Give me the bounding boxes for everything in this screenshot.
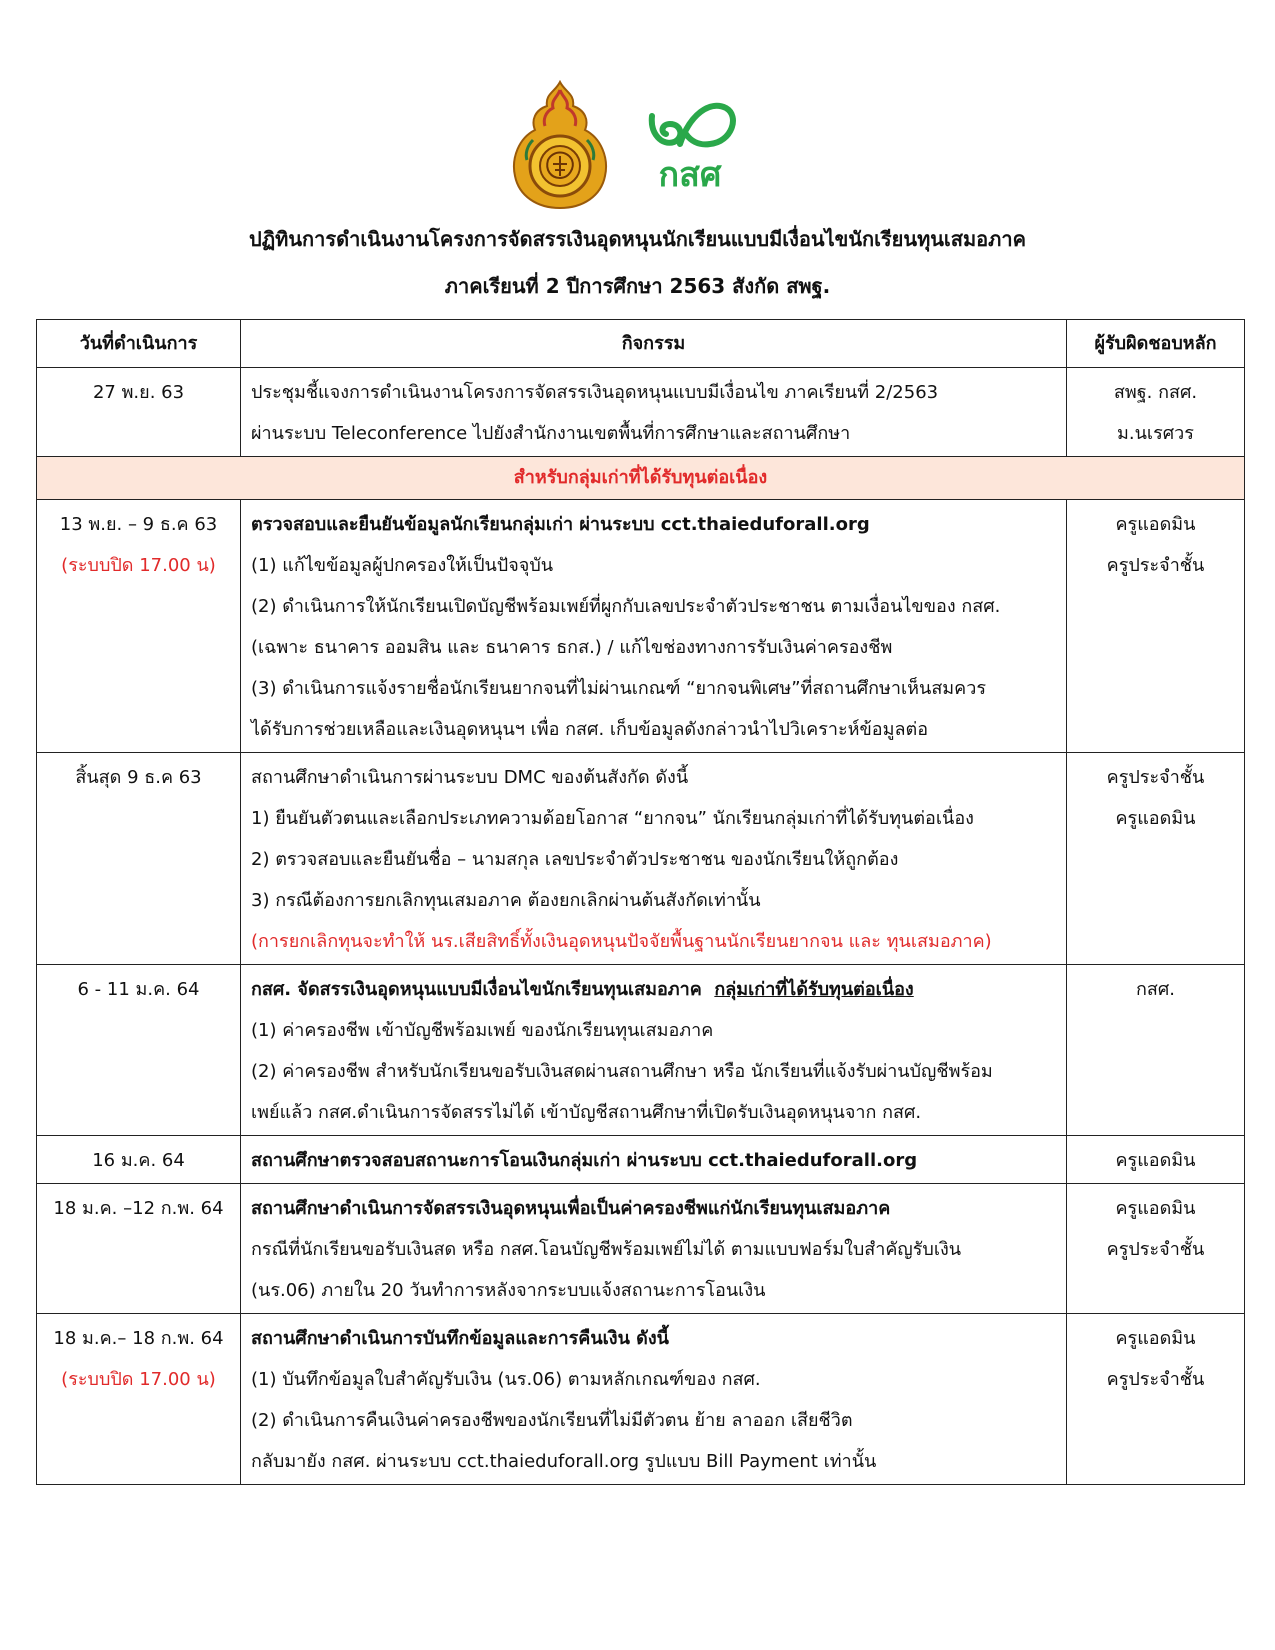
schedule-table xyxy=(36,319,1245,1485)
responsible-text: สพฐ. กสศ. xyxy=(1113,382,1198,403)
date-text: 13 พ.ย. – 9 ธ.ค 63 xyxy=(59,514,218,535)
responsible-text: ครูแอดมิน xyxy=(1115,514,1196,535)
table-row xyxy=(37,965,1245,1136)
activity-line: ได้รับการช่วยเหลือและเงินอุดหนุนฯ เพื่อ กสศ. เก็บข้อมูลดังกล่าวนำไปวิเคราะห์ข้อมูลต่อ xyxy=(251,719,929,740)
responsible-text: ครูประจำชั้น xyxy=(1106,1239,1205,1260)
responsible-text: ครูประจำชั้น xyxy=(1106,555,1205,576)
date-text: 16 ม.ค. 64 xyxy=(92,1150,185,1171)
date-text: 27 พ.ย. 63 xyxy=(92,382,185,403)
table-row xyxy=(37,368,1245,457)
table-row xyxy=(37,1136,1245,1184)
activity-line: กลับมายัง กสศ. ผ่านระบบ cct.thaieduforall.org รูปแบบ Bill Payment เท่านั้น xyxy=(251,1451,877,1472)
activity-warning: (การยกเลิกทุนจะทำให้ นร.เสียสิทธิ์ทั้งเงินอุดหนุนปัจจัยพื้นฐานนักเรียนยากจน และ ทุนเสมอภาค) xyxy=(251,931,992,952)
date-cell xyxy=(37,965,241,1136)
date-text: 6 - 11 ม.ค. 64 xyxy=(77,979,200,1000)
activity-line: (1) ค่าครองชีพ เข้าบัญชีพร้อมเพย์ ของนักเรียนทุนเสมอภาค xyxy=(251,1020,714,1041)
activity-cell xyxy=(241,1136,1067,1184)
activity-line: 3) กรณีต้องการยกเลิกทุนเสมอภาค ต้องยกเลิกผ่านต้นสังกัดเท่านั้น xyxy=(251,890,761,911)
date-text: 18 ม.ค. –12 ก.พ. 64 xyxy=(53,1198,224,1219)
date-text: 18 ม.ค.– 18 ก.พ. 64 xyxy=(53,1328,224,1349)
header-date: วันที่ดำเนินการ xyxy=(37,320,241,368)
activity-line: (3) ดำเนินการแจ้งรายชื่อนักเรียนยากจนที่ไม่ผ่านเกณฑ์ “ยากจนพิเศษ”ที่สถานศึกษาเห็นสมควร xyxy=(251,678,986,699)
activity-line: (เฉพาะ ธนาคาร ออมสิน และ ธนาคาร ธกส.) / แก้ไขช่องทางการรับเงินค่าครองชีพ xyxy=(251,637,893,658)
activity-heading-underline: กลุ่มเก่าที่ได้รับทุนต่อเนื่อง xyxy=(714,979,914,1000)
page-title: ปฏิทินการดำเนินงานโครงการจัดสรรเงินอุดหนุนนักเรียนแบบมีเงื่อนไขนักเรียนทุนเสมอภาค xyxy=(249,227,1026,251)
eef-logo-text: กสศ xyxy=(658,155,722,194)
table-row xyxy=(37,753,1245,965)
date-note: (ระบบปิด 17.00 น) xyxy=(61,555,216,576)
activity-line: สถานศึกษาดำเนินการผ่านระบบ DMC ของต้นสังกัด ดังนี้ xyxy=(251,767,689,788)
activity-heading xyxy=(251,969,1060,1010)
date-cell xyxy=(37,1314,241,1485)
date-cell xyxy=(37,1184,241,1314)
responsible-text: ครูประจำชั้น xyxy=(1106,1369,1205,1390)
responsible-text: ครูแอดมิน xyxy=(1115,808,1196,829)
date-cell xyxy=(37,753,241,965)
date-text: สิ้นสุด 9 ธ.ค 63 xyxy=(75,767,202,788)
activity-line: (2) ดำเนินการคืนเงินค่าครองชีพของนักเรียนที่ไม่มีตัวตน ย้าย ลาออก เสียชีวิต xyxy=(251,1410,853,1431)
table-row xyxy=(37,1184,1245,1314)
activity-line: 2) ตรวจสอบและยืนยันชื่อ – นามสกุล เลขประจำตัวประชาชน ของนักเรียนให้ถูกต้อง xyxy=(251,849,899,870)
responsible-cell xyxy=(1067,368,1245,457)
header-activity: กิจกรรม xyxy=(241,320,1067,368)
activity-line: (2) ค่าครองชีพ สำหรับนักเรียนขอรับเงินสดผ่านสถานศึกษา หรือ นักเรียนที่แจ้งรับผ่านบัญชีพร้อม xyxy=(251,1061,993,1082)
section-label: สำหรับกลุ่มเก่าที่ได้รับทุนต่อเนื่อง xyxy=(37,457,1245,500)
logo-area xyxy=(0,80,1275,215)
activity-cell xyxy=(241,1184,1067,1314)
activity-heading: ตรวจสอบและยืนยันข้อมูลนักเรียนกลุ่มเก่า ผ่านระบบ cct.thaieduforall.org xyxy=(251,514,870,535)
responsible-text: ครูแอดมิน xyxy=(1115,1328,1196,1349)
activity-line: (1) บันทึกข้อมูลใบสำคัญรับเงิน (นร.06) ตามหลักเกณฑ์ของ กสศ. xyxy=(251,1369,761,1390)
page-subtitle: ภาคเรียนที่ 2 ปีการศึกษา 2563 สังกัด สพฐ. xyxy=(444,274,831,298)
activity-line: 1) ยืนยันตัวตนและเลือกประเภทความด้อยโอกาส “ยากจน” นักเรียนกลุ่มเก่าที่ได้รับทุนต่อเนื่อง xyxy=(251,808,974,829)
section-row xyxy=(37,457,1245,500)
obec-emblem-logo xyxy=(505,80,615,210)
activity-line: กรณีที่นักเรียนขอรับเงินสด หรือ กสศ.โอนบัญชีพร้อมเพย์ไม่ได้ ตามแบบฟอร์มใบสำคัญรับเงิน xyxy=(251,1239,962,1260)
table-header-row xyxy=(37,320,1245,368)
date-cell xyxy=(37,500,241,753)
activity-line: ประชุมชี้แจงการดำเนินงานโครงการจัดสรรเงินอุดหนุนแบบมีเงื่อนไข ภาคเรียนที่ 2/2563 xyxy=(251,382,939,403)
responsible-text: ม.นเรศวร xyxy=(1117,423,1194,444)
activity-line: (1) แก้ไขข้อมูลผู้ปกครองให้เป็นปัจจุบัน xyxy=(251,555,554,576)
activity-line: (2) ดำเนินการให้นักเรียนเปิดบัญชีพร้อมเพย์ที่ผูกกับเลขประจำตัวประชาชน ตามเงื่อนไขของ กสศ. xyxy=(251,596,1001,617)
responsible-text: ครูประจำชั้น xyxy=(1106,767,1205,788)
header-responsible: ผู้รับผิดชอบหลัก xyxy=(1067,320,1245,368)
activity-heading: สถานศึกษาดำเนินการบันทึกข้อมูลและการคืนเงิน ดังนี้ xyxy=(251,1328,669,1349)
responsible-cell xyxy=(1067,500,1245,753)
responsible-text: กสศ. xyxy=(1135,979,1176,1000)
responsible-cell xyxy=(1067,965,1245,1136)
activity-line: (นร.06) ภายใน 20 วันทำการหลังจากระบบแจ้งสถานะการโอนเงิน xyxy=(251,1280,766,1301)
eef-logo xyxy=(640,94,740,194)
activity-cell xyxy=(241,753,1067,965)
activity-cell xyxy=(241,1314,1067,1485)
activity-heading-main: กสศ. จัดสรรเงินอุดหนุนแบบมีเงื่อนไขนักเรียนทุนเสมอภาค xyxy=(251,979,715,1000)
responsible-text: ครูแอดมิน xyxy=(1115,1150,1196,1171)
activity-cell xyxy=(241,500,1067,753)
activity-cell xyxy=(241,965,1067,1136)
responsible-cell xyxy=(1067,1314,1245,1485)
activity-heading: สถานศึกษาดำเนินการจัดสรรเงินอุดหนุนเพื่อเป็นค่าครองชีพแก่นักเรียนทุนเสมอภาค xyxy=(251,1198,891,1219)
responsible-cell xyxy=(1067,753,1245,965)
date-cell xyxy=(37,1136,241,1184)
responsible-cell xyxy=(1067,1136,1245,1184)
activity-line: เพย์แล้ว กสศ.ดำเนินการจัดสรรไม่ได้ เข้าบัญชีสถานศึกษาที่เปิดรับเงินอุดหนุนจาก กสศ. xyxy=(251,1102,922,1123)
activity-line: ผ่านระบบ Teleconference ไปยังสำนักงานเขตพื้นที่การศึกษาและสถานศึกษา xyxy=(251,423,851,444)
activity-heading: สถานศึกษาตรวจสอบสถานะการโอนเงินกลุ่มเก่า ผ่านระบบ cct.thaieduforall.org xyxy=(251,1150,918,1171)
responsible-cell xyxy=(1067,1184,1245,1314)
table-row xyxy=(37,500,1245,753)
table-row xyxy=(37,1314,1245,1485)
responsible-text: ครูแอดมิน xyxy=(1115,1198,1196,1219)
date-note: (ระบบปิด 17.00 น) xyxy=(61,1369,216,1390)
activity-cell xyxy=(241,368,1067,457)
date-cell xyxy=(37,368,241,457)
